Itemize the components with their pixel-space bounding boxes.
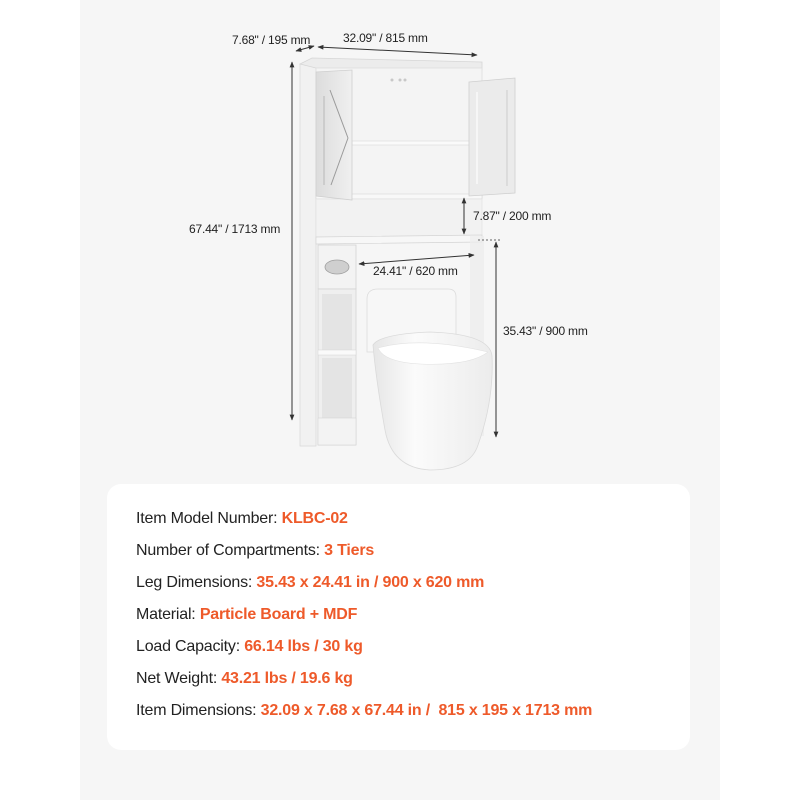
spec-value: 35.43 x 24.41 in / 900 x 620 mm (256, 574, 485, 591)
spec-compartments (136, 542, 374, 560)
spec-label: Net Weight: (136, 670, 222, 687)
spec-label: Material: (136, 606, 200, 623)
spec-leg-dimensions (136, 574, 484, 592)
spec-value: KLBC-02 (281, 510, 348, 527)
spec-net-weight (136, 670, 353, 688)
spec-load-capacity (136, 638, 363, 656)
leg-height-dimension-label: 35.43" / 900 mm (503, 324, 588, 338)
spec-value: 66.14 lbs / 30 kg (244, 638, 363, 655)
spec-label: Number of Compartments: (136, 542, 325, 559)
shelf-gap-dimension-label: 7.87" / 200 mm (473, 209, 552, 223)
spec-material (136, 606, 357, 624)
spec-label: Item Model Number: (136, 510, 282, 527)
spec-model-number (136, 510, 348, 528)
width-dimension-label: 32.09" / 815 mm (343, 31, 428, 45)
height-dimension-label: 67.44" / 1713 mm (189, 222, 281, 236)
depth-dimension-label: 7.68" / 195 mm (232, 33, 311, 47)
spec-value: 3 Tiers (324, 542, 375, 559)
spec-value: Particle Board + MDF (199, 606, 358, 623)
spec-label: Load Capacity: (136, 638, 245, 655)
spec-value: 32.09 x 7.68 x 67.44 in / 815 x 195 x 1713 mm (260, 702, 593, 719)
spec-item-dimensions (136, 702, 592, 720)
spec-value: 43.21 lbs / 19.6 kg (221, 670, 353, 687)
spec-card (107, 484, 690, 750)
spec-label: Leg Dimensions: (136, 574, 257, 591)
inner-width-dimension-label: 24.41" / 620 mm (373, 264, 458, 278)
spec-label: Item Dimensions: (136, 702, 261, 719)
